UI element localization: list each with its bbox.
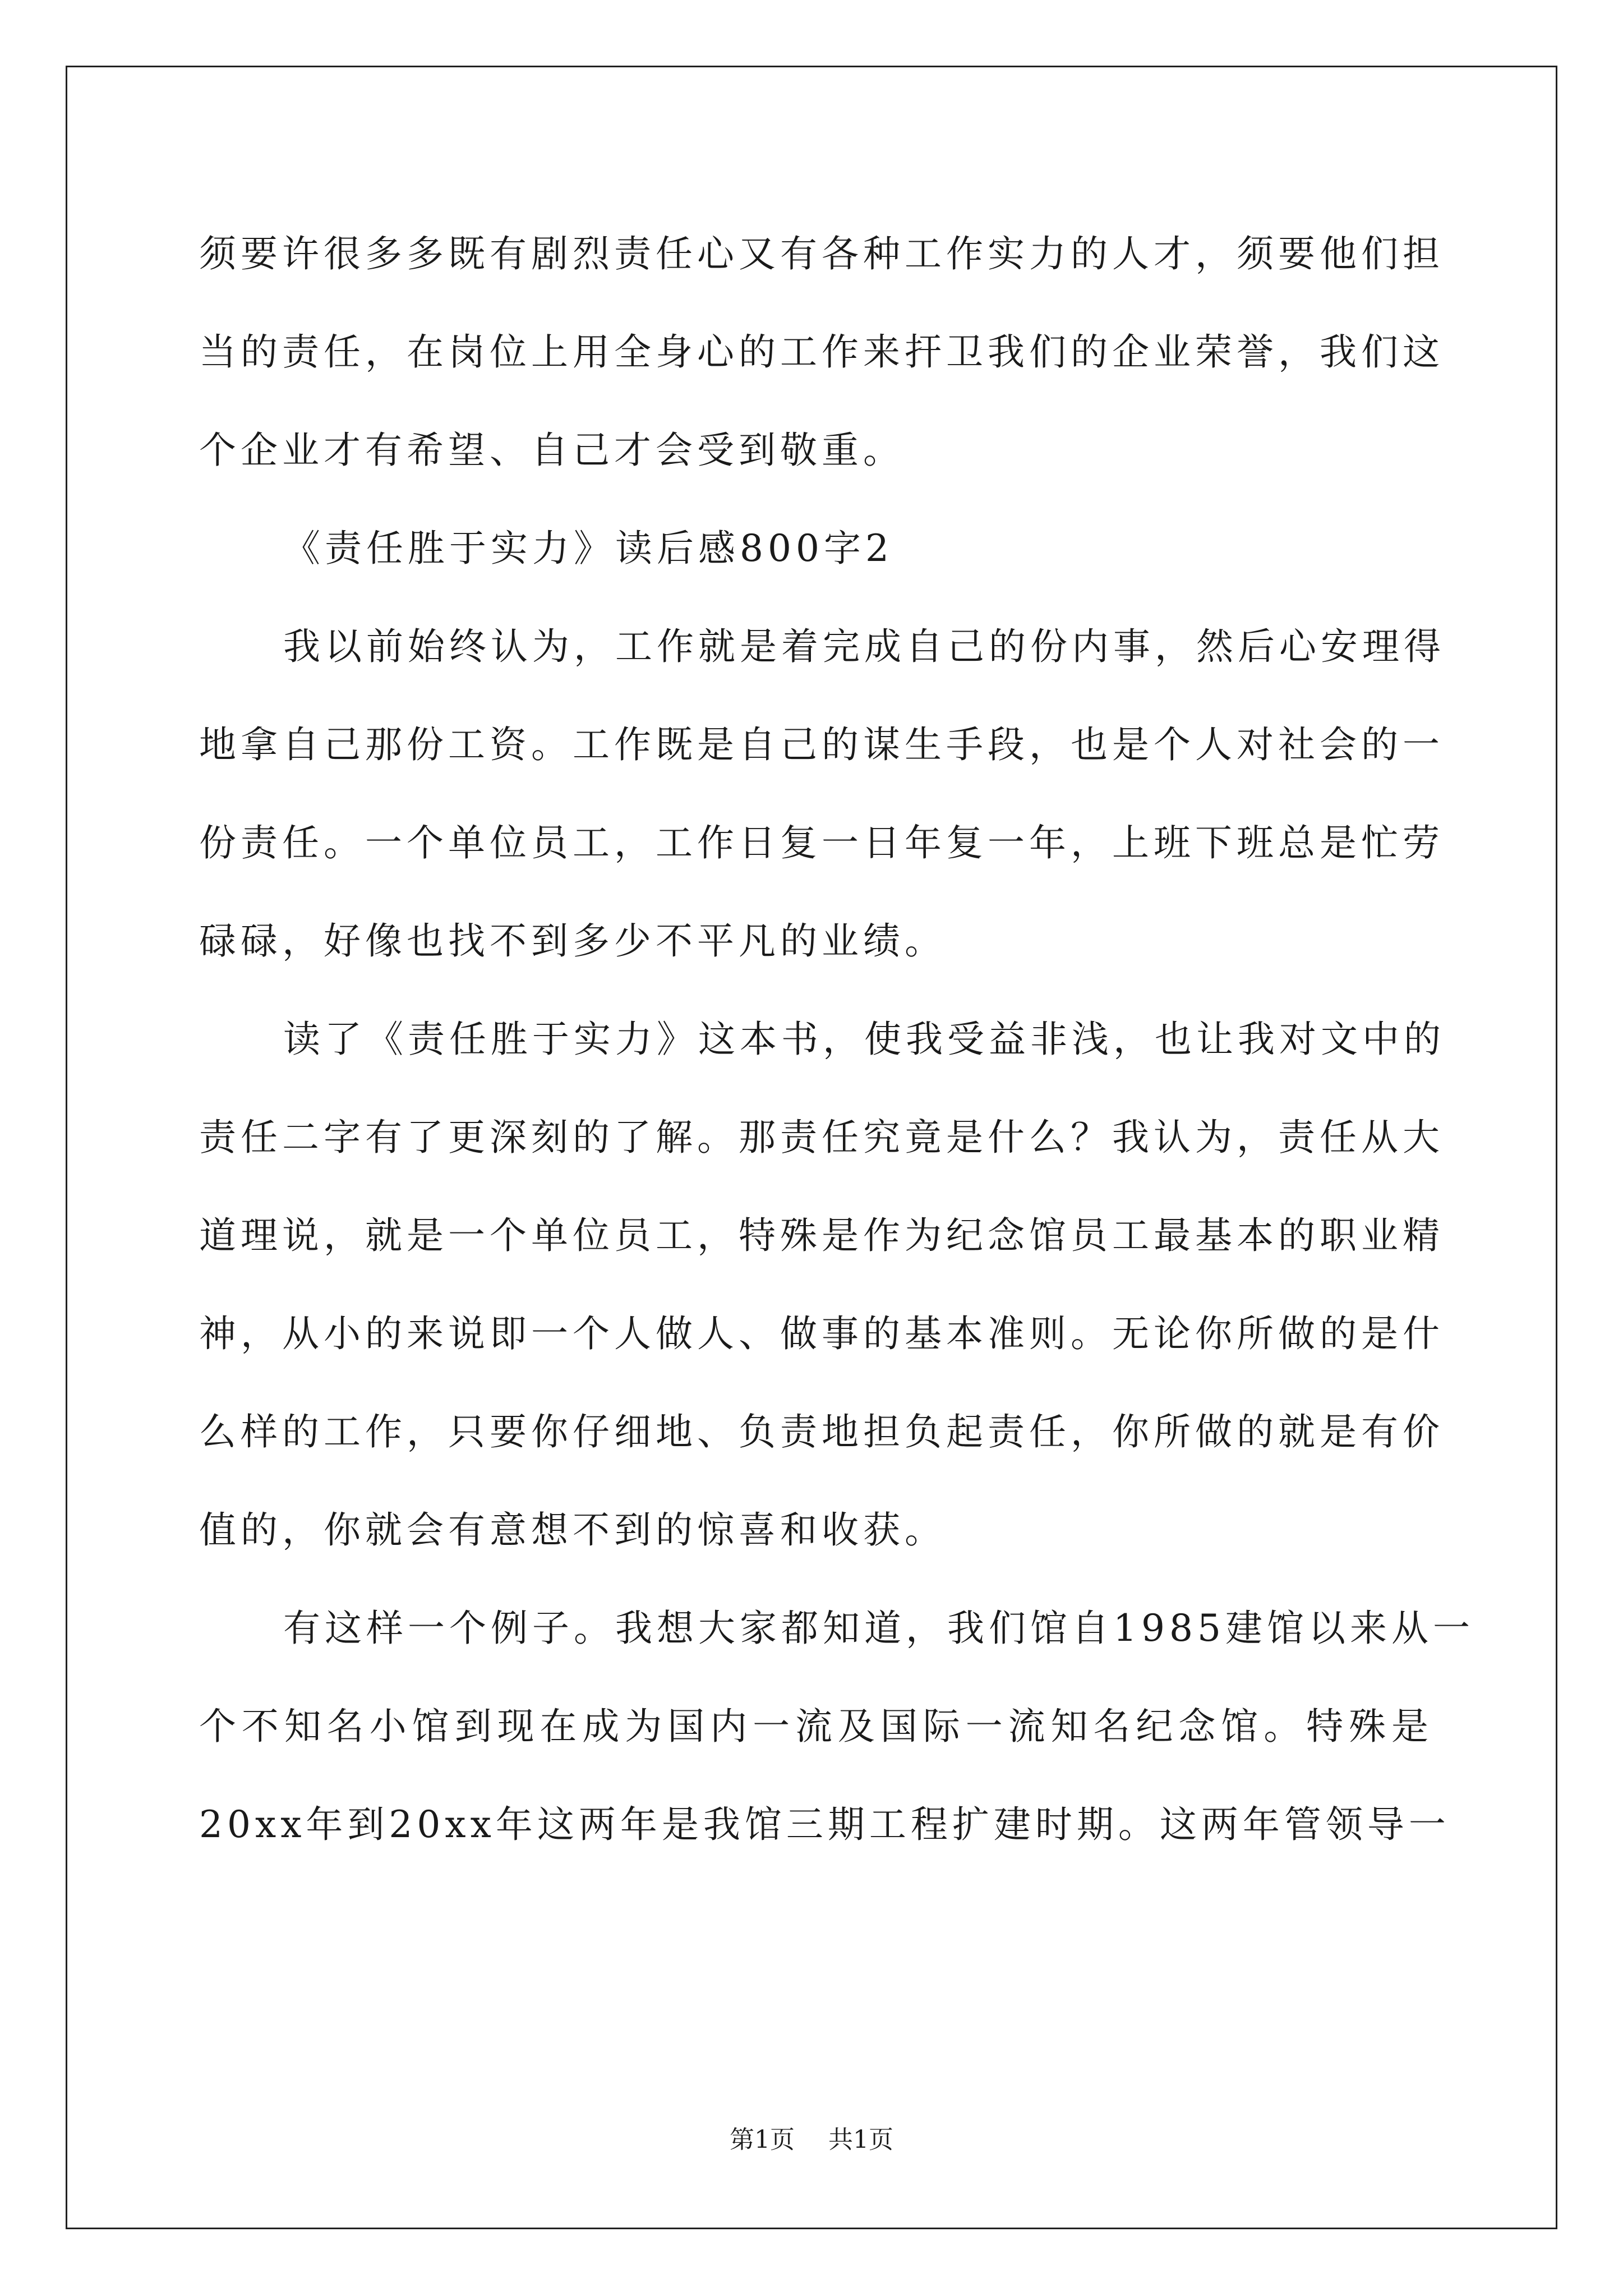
text-line: 个企业才有希望、自己才会受到敬重。: [199, 429, 905, 472]
page-footer: [0, 2123, 1623, 2157]
text-line: 有这样一个例子。我想大家都知道，我们馆自1985建馆以来从一: [283, 1607, 1474, 1650]
page-total: 共1页: [828, 2125, 893, 2154]
text-line: 地拿自己那份工资。工作既是自己的谋生手段，也是个人对社会的一: [199, 723, 1444, 766]
text-line: 我以前始终认为，工作就是着完成自己的份内事，然后心安理得: [283, 625, 1445, 668]
text-line: 当的责任，在岗位上用全身心的工作来扞卫我们的企业荣誉，我们这: [199, 330, 1444, 374]
text-line: 20xx年到20xx年这两年是我馆三期工程扩建时期。这两年管领导一: [199, 1803, 1450, 1846]
text-line: 神，从小的来说即一个人做人、做事的基本准则。无论你所做的是什: [199, 1312, 1444, 1355]
text-line: 读了《责任胜于实力》这本书，使我受益非浅，也让我对文中的: [283, 1018, 1445, 1061]
text-line: 值的，你就会有意想不到的惊喜和收获。: [199, 1508, 946, 1552]
text-line: 碌碌，好像也找不到多少不平凡的业绩。: [199, 919, 946, 963]
text-line: 份责任。一个单位员工，工作日复一日年复一年，上班下班总是忙劳: [199, 821, 1444, 864]
text-line: 须要许很多多既有剧烈责任心又有各种工作实力的人才，须要他们担: [199, 232, 1444, 275]
text-line: 责任二字有了更深刻的了解。那责任究竟是什么？我认为，责任从大: [199, 1116, 1444, 1159]
page-number: 第1页: [730, 2125, 795, 2154]
text-line: 个不知名小馆到现在成为国内一流及国际一流知名纪念馆。特殊是: [199, 1705, 1433, 1748]
text-line: 么样的工作，只要你仔细地、负责地担负起责任，你所做的就是有价: [199, 1410, 1444, 1453]
section-heading: 《责任胜于实力》读后感800字2: [283, 527, 893, 570]
text-line: 道理说，就是一个单位员工，特殊是作为纪念馆员工最基本的职业精: [199, 1214, 1444, 1257]
